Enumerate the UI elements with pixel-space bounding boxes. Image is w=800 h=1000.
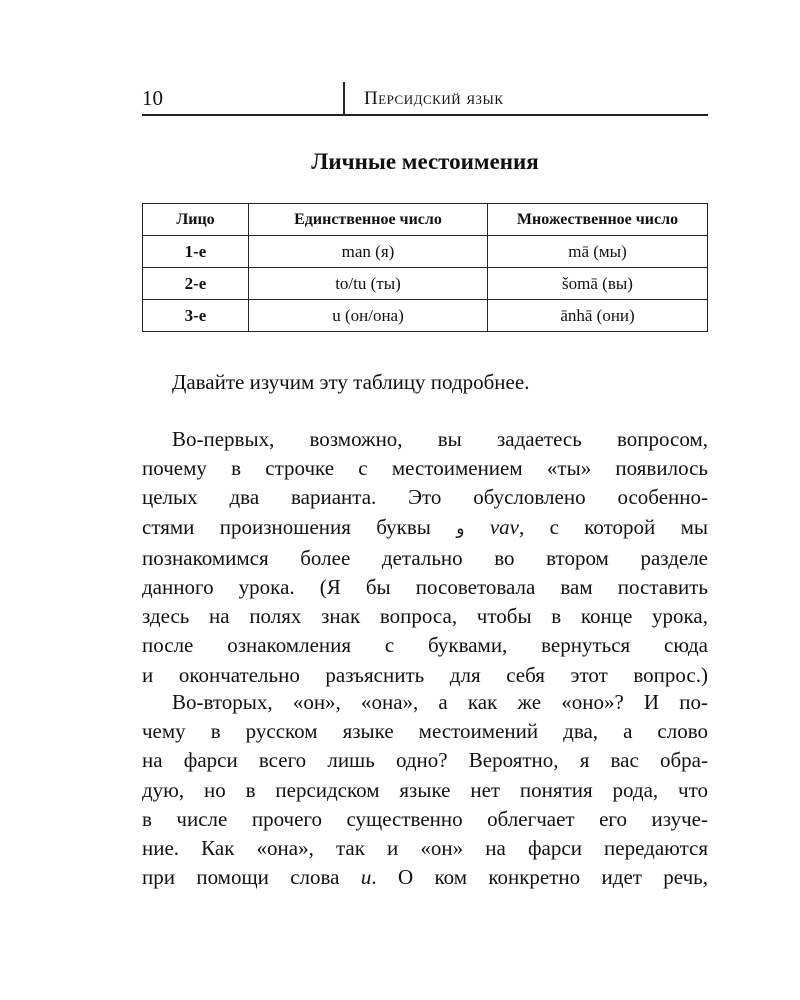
table-header-person: Лицо xyxy=(143,204,249,236)
text-line: Во-вторых, «он», «она», а как же «оно»? И по- xyxy=(172,690,708,714)
text-line: Давайте изучим эту таблицу подробнее. xyxy=(172,370,530,394)
table-row xyxy=(143,268,708,300)
line-text: при помощи слова xyxy=(142,865,340,890)
table-cell-singular: to/tu (ты) xyxy=(249,268,488,300)
paragraph-2 xyxy=(142,688,708,892)
text-line: познакомимся более детально во втором разделе xyxy=(142,545,708,570)
text-line: на фарси всего лишь одно? Вероятно, я вас обра- xyxy=(142,748,708,773)
line-text: стями произношения буквы xyxy=(142,514,431,539)
page-number: 10 xyxy=(142,86,163,110)
table-cell-singular: u (он/она) xyxy=(249,300,488,332)
table-row xyxy=(143,236,708,268)
running-header xyxy=(142,82,708,116)
text-line: ние. Как «она», так и «он» на фарси передаются xyxy=(142,836,708,861)
table-cell-singular: man (я) xyxy=(249,236,488,268)
table-cell-plural: šomā (вы) xyxy=(488,268,708,300)
text-line: здесь на полях знак вопроса, чтобы в конце урока, xyxy=(142,604,708,629)
text-line: целых два варианта. Это обусловлено особенно- xyxy=(142,485,708,510)
table-cell-person: 1-е xyxy=(143,236,249,268)
text-line: и окончательно разъяснить для себя этот вопрос.) xyxy=(142,662,708,687)
letter-term: vav xyxy=(489,514,519,539)
pronoun-table xyxy=(142,203,708,332)
text-line xyxy=(142,513,708,544)
arabic-letter-vav: و xyxy=(456,518,465,539)
text-line: почему в строчке с местоимением «ты» появилось xyxy=(142,456,708,481)
line-text: , с которой мы xyxy=(518,514,709,539)
text-line: дую, но в персидском языке нет понятия рода, что xyxy=(142,777,708,802)
text-line: после ознакомления с буквами, вернуться сюда xyxy=(142,633,708,658)
running-title: Персидский язык xyxy=(364,88,504,109)
section-title: Личные местоимения xyxy=(311,149,539,174)
table-cell-person: 2-е xyxy=(143,268,249,300)
table-cell-plural: ānhā (они) xyxy=(488,300,708,332)
table-cell-person: 3-е xyxy=(143,300,249,332)
table-header-plural: Множественное число xyxy=(488,204,708,236)
text-line xyxy=(142,863,708,892)
text-line: чему в русском языке местоимений два, а слово xyxy=(142,719,708,744)
text-line: данного урока. (Я бы посоветовала вам поставить xyxy=(142,575,708,600)
table-cell-plural: mā (мы) xyxy=(488,236,708,268)
pronoun-term: u xyxy=(360,865,372,890)
header-divider xyxy=(343,82,345,114)
text-line: в числе прочего существенно облегчает его изуче- xyxy=(142,806,708,831)
table-header-row xyxy=(143,204,708,236)
paragraph-1 xyxy=(142,425,708,690)
intro-paragraph xyxy=(142,368,708,397)
line-text: . О ком конкретно идет речь, xyxy=(371,865,708,890)
table-header-singular: Единственное число xyxy=(249,204,488,236)
table-row xyxy=(143,300,708,332)
text-line: Во-первых, возможно, вы задаетесь вопросом, xyxy=(172,427,708,451)
